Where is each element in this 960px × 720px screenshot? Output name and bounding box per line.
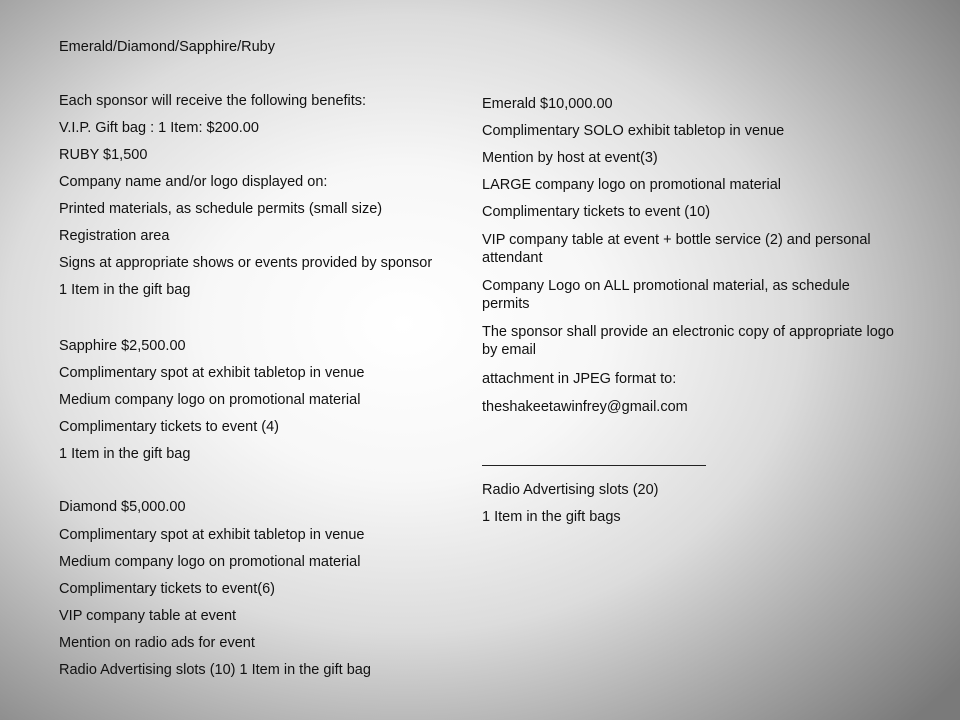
diamond-item: Medium company logo on promotional material (59, 554, 361, 570)
emerald-item: attachment in JPEG format to: (482, 371, 677, 387)
contact-email: theshakeetawinfrey@gmail.com (482, 399, 688, 415)
ruby-item: Signs at appropriate shows or events provided by sponsor (59, 255, 433, 271)
diamond-item: Complimentary spot at exhibit tabletop in venue (59, 527, 365, 543)
page-heading: Emerald/Diamond/Sapphire/Ruby (59, 39, 275, 55)
emerald-item: VIP company table at event + bottle service (2) and personal attendant (482, 232, 871, 266)
diamond-item: Radio Advertising slots (10) 1 Item in the gift bag (59, 662, 371, 678)
emerald-item: LARGE company logo on promotional material (482, 177, 782, 193)
ruby-title: RUBY $1,500 (59, 147, 148, 163)
diamond-item: Complimentary tickets to event(6) (59, 581, 275, 597)
emerald-item: Complimentary SOLO exhibit tabletop in venue (482, 123, 785, 139)
sapphire-title: Sapphire $2,500.00 (59, 338, 186, 354)
diamond-title: Diamond $5,000.00 (59, 499, 186, 515)
ruby-item: Printed materials, as schedule permits (small size) (59, 201, 383, 217)
vip-gift-text: V.I.P. Gift bag : 1 Item: $200.00 (59, 120, 259, 136)
emerald-item: Company Logo on ALL promotional material, as schedule permits (482, 278, 850, 312)
emerald-item: The sponsor shall provide an electronic copy of appropriate logo by email (482, 324, 894, 358)
ruby-item: Company name and/or logo displayed on: (59, 174, 328, 190)
gift-bags-text: 1 Item in the gift bags (482, 509, 621, 525)
ruby-item: Registration area (59, 228, 170, 244)
radio-slots-text: Radio Advertising slots (20) (482, 482, 659, 498)
emerald-item: Mention by host at event(3) (482, 150, 658, 166)
emerald-title: Emerald $10,000.00 (482, 96, 613, 112)
sapphire-item: 1 Item in the gift bag (59, 446, 191, 462)
emerald-item: Complimentary tickets to event (10) (482, 204, 711, 220)
sapphire-item: Medium company logo on promotional material (59, 392, 361, 408)
sapphire-item: Complimentary spot at exhibit tabletop in venue (59, 365, 365, 381)
intro-text: Each sponsor will receive the following benefits: (59, 93, 367, 109)
divider-line (482, 465, 706, 466)
diamond-item: VIP company table at event (59, 608, 237, 624)
diamond-item: Mention on radio ads for event (59, 635, 255, 651)
ruby-item: 1 Item in the gift bag (59, 282, 191, 298)
sapphire-item: Complimentary tickets to event (4) (59, 419, 279, 435)
